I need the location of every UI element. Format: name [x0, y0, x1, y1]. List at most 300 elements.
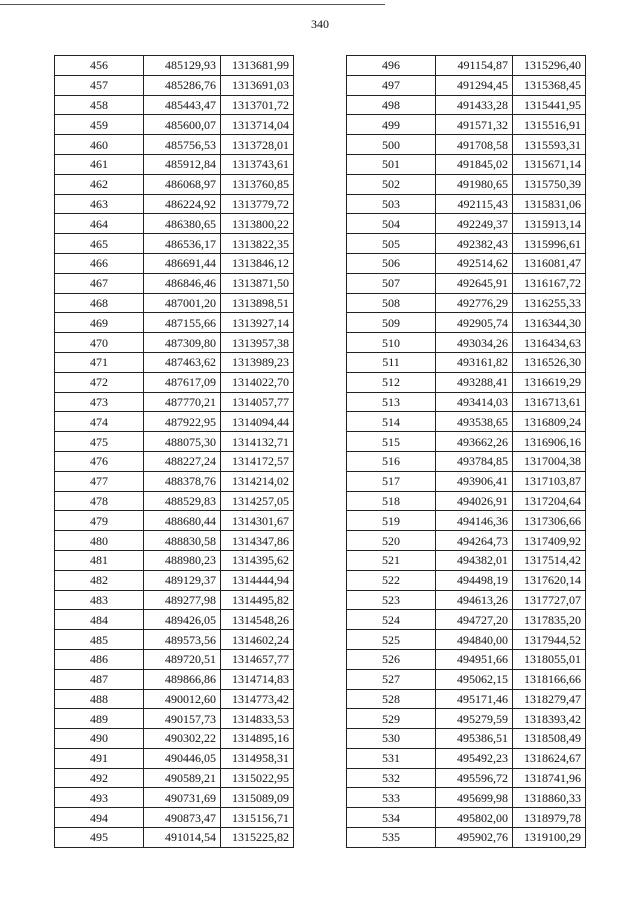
y-coordinate-cell: 1318166,66	[513, 669, 586, 689]
table-row	[55, 154, 294, 174]
y-coordinate-cell: 1315516,91	[513, 115, 586, 135]
x-coordinate-cell: 487155,66	[144, 313, 221, 333]
table-row	[347, 511, 586, 531]
point-number-cell: 531	[347, 748, 436, 768]
y-coordinate-cell: 1318508,49	[513, 729, 586, 749]
top-rule	[0, 4, 385, 5]
x-coordinate-cell: 495492,23	[436, 748, 513, 768]
y-coordinate-cell: 1314057,77	[221, 392, 294, 412]
page-number: 340	[311, 17, 329, 31]
table-row	[55, 313, 294, 333]
point-number-cell: 514	[347, 412, 436, 432]
y-coordinate-cell: 1316344,30	[513, 313, 586, 333]
table-row	[55, 293, 294, 313]
point-number-cell: 516	[347, 451, 436, 471]
table-row	[55, 491, 294, 511]
point-number-cell: 478	[55, 491, 144, 511]
y-coordinate-cell: 1313728,01	[221, 135, 294, 155]
x-coordinate-cell: 491154,87	[436, 56, 513, 76]
x-coordinate-cell: 495802,00	[436, 808, 513, 828]
table-row	[347, 669, 586, 689]
table-row	[347, 234, 586, 254]
y-coordinate-cell: 1316434,63	[513, 333, 586, 353]
y-coordinate-cell: 1313846,12	[221, 253, 294, 273]
y-coordinate-cell: 1315022,95	[221, 768, 294, 788]
y-coordinate-cell: 1314958,31	[221, 748, 294, 768]
table-row	[347, 115, 586, 135]
y-coordinate-cell: 1316809,24	[513, 412, 586, 432]
point-number-cell: 502	[347, 174, 436, 194]
point-number-cell: 471	[55, 352, 144, 372]
point-number-cell: 526	[347, 649, 436, 669]
y-coordinate-cell: 1315996,61	[513, 234, 586, 254]
point-number-cell: 515	[347, 432, 436, 452]
y-coordinate-cell: 1316619,29	[513, 372, 586, 392]
point-number-cell: 525	[347, 630, 436, 650]
table-row	[55, 649, 294, 669]
point-number-cell: 494	[55, 808, 144, 828]
table-row	[55, 828, 294, 848]
point-number-cell: 511	[347, 352, 436, 372]
table-row	[347, 75, 586, 95]
table-row	[347, 253, 586, 273]
table-row	[347, 531, 586, 551]
table-row	[347, 293, 586, 313]
point-number-cell: 466	[55, 253, 144, 273]
point-number-cell: 481	[55, 550, 144, 570]
table-row	[55, 56, 294, 76]
y-coordinate-cell: 1315913,14	[513, 214, 586, 234]
y-coordinate-cell: 1314214,02	[221, 471, 294, 491]
table-row	[347, 135, 586, 155]
x-coordinate-cell: 495596,72	[436, 768, 513, 788]
table-row	[55, 630, 294, 650]
y-coordinate-cell: 1317409,92	[513, 531, 586, 551]
x-coordinate-cell: 487922,95	[144, 412, 221, 432]
x-coordinate-cell: 491980,65	[436, 174, 513, 194]
y-coordinate-cell: 1313822,35	[221, 234, 294, 254]
point-number-cell: 480	[55, 531, 144, 551]
point-number-cell: 483	[55, 590, 144, 610]
point-number-cell: 509	[347, 313, 436, 333]
point-number-cell: 465	[55, 234, 144, 254]
table-row	[347, 471, 586, 491]
y-coordinate-cell: 1313927,14	[221, 313, 294, 333]
table-row	[347, 214, 586, 234]
y-coordinate-cell: 1313989,23	[221, 352, 294, 372]
x-coordinate-cell: 489129,37	[144, 570, 221, 590]
point-number-cell: 499	[347, 115, 436, 135]
table-row	[347, 95, 586, 115]
x-coordinate-cell: 495279,59	[436, 709, 513, 729]
point-number-cell: 488	[55, 689, 144, 709]
point-number-cell: 523	[347, 590, 436, 610]
point-number-cell: 522	[347, 570, 436, 590]
x-coordinate-cell: 494146,36	[436, 511, 513, 531]
y-coordinate-cell: 1317835,20	[513, 610, 586, 630]
y-coordinate-cell: 1313743,61	[221, 154, 294, 174]
y-coordinate-cell: 1318055,01	[513, 649, 586, 669]
table-row	[55, 531, 294, 551]
y-coordinate-cell: 1314495,82	[221, 590, 294, 610]
y-coordinate-cell: 1317204,64	[513, 491, 586, 511]
point-number-cell: 473	[55, 392, 144, 412]
table-row	[55, 194, 294, 214]
y-coordinate-cell: 1313957,38	[221, 333, 294, 353]
point-number-cell: 492	[55, 768, 144, 788]
point-number-cell: 461	[55, 154, 144, 174]
x-coordinate-cell: 490157,73	[144, 709, 221, 729]
x-coordinate-cell: 486380,65	[144, 214, 221, 234]
x-coordinate-cell: 488980,23	[144, 550, 221, 570]
table-row	[347, 432, 586, 452]
x-coordinate-cell: 488680,44	[144, 511, 221, 531]
y-coordinate-cell: 1317004,38	[513, 451, 586, 471]
x-coordinate-cell: 491014,54	[144, 828, 221, 848]
point-number-cell: 493	[55, 788, 144, 808]
table-row	[55, 253, 294, 273]
y-coordinate-cell: 1315368,45	[513, 75, 586, 95]
point-number-cell: 535	[347, 828, 436, 848]
point-number-cell: 506	[347, 253, 436, 273]
table-row	[55, 669, 294, 689]
table-row	[347, 174, 586, 194]
point-number-cell: 530	[347, 729, 436, 749]
point-number-cell: 456	[55, 56, 144, 76]
x-coordinate-cell: 494026,91	[436, 491, 513, 511]
x-coordinate-cell: 485286,76	[144, 75, 221, 95]
y-coordinate-cell: 1314347,86	[221, 531, 294, 551]
point-number-cell: 477	[55, 471, 144, 491]
table-row	[347, 550, 586, 570]
x-coordinate-cell: 495062,15	[436, 669, 513, 689]
x-coordinate-cell: 491571,32	[436, 115, 513, 135]
y-coordinate-cell: 1314833,53	[221, 709, 294, 729]
y-coordinate-cell: 1315831,06	[513, 194, 586, 214]
table-row	[347, 610, 586, 630]
table-row	[347, 412, 586, 432]
y-coordinate-cell: 1313691,03	[221, 75, 294, 95]
table-row	[347, 729, 586, 749]
y-coordinate-cell: 1313898,51	[221, 293, 294, 313]
y-coordinate-cell: 1313701,72	[221, 95, 294, 115]
point-number-cell: 521	[347, 550, 436, 570]
x-coordinate-cell: 493662,26	[436, 432, 513, 452]
point-number-cell: 527	[347, 669, 436, 689]
table-row	[55, 808, 294, 828]
x-coordinate-cell: 492514,62	[436, 253, 513, 273]
x-coordinate-cell: 489426,05	[144, 610, 221, 630]
coordinates-table-right	[346, 55, 586, 848]
x-coordinate-cell: 487770,21	[144, 392, 221, 412]
point-number-cell: 486	[55, 649, 144, 669]
x-coordinate-cell: 492645,91	[436, 273, 513, 293]
table-row	[55, 511, 294, 531]
x-coordinate-cell: 492249,37	[436, 214, 513, 234]
y-coordinate-cell: 1314444,94	[221, 570, 294, 590]
point-number-cell: 513	[347, 392, 436, 412]
table-row	[347, 748, 586, 768]
x-coordinate-cell: 488378,76	[144, 471, 221, 491]
table-row	[55, 451, 294, 471]
table-row	[55, 748, 294, 768]
point-number-cell: 500	[347, 135, 436, 155]
x-coordinate-cell: 494951,66	[436, 649, 513, 669]
point-number-cell: 469	[55, 313, 144, 333]
table-row	[347, 828, 586, 848]
y-coordinate-cell: 1314022,70	[221, 372, 294, 392]
y-coordinate-cell: 1315156,71	[221, 808, 294, 828]
point-number-cell: 482	[55, 570, 144, 590]
x-coordinate-cell: 485129,93	[144, 56, 221, 76]
point-number-cell: 520	[347, 531, 436, 551]
y-coordinate-cell: 1316906,16	[513, 432, 586, 452]
point-number-cell: 474	[55, 412, 144, 432]
table-row	[55, 174, 294, 194]
x-coordinate-cell: 485600,07	[144, 115, 221, 135]
y-coordinate-cell: 1314132,71	[221, 432, 294, 452]
y-coordinate-cell: 1317103,87	[513, 471, 586, 491]
x-coordinate-cell: 491708,58	[436, 135, 513, 155]
point-number-cell: 501	[347, 154, 436, 174]
table-row	[347, 352, 586, 372]
point-number-cell: 524	[347, 610, 436, 630]
point-number-cell: 487	[55, 669, 144, 689]
table-row	[55, 214, 294, 234]
point-number-cell: 464	[55, 214, 144, 234]
y-coordinate-cell: 1318741,96	[513, 768, 586, 788]
table-row	[55, 432, 294, 452]
y-coordinate-cell: 1314172,57	[221, 451, 294, 471]
table-row	[347, 154, 586, 174]
point-number-cell: 519	[347, 511, 436, 531]
point-number-cell: 533	[347, 788, 436, 808]
y-coordinate-cell: 1314895,16	[221, 729, 294, 749]
x-coordinate-cell: 493288,41	[436, 372, 513, 392]
table-row	[55, 392, 294, 412]
point-number-cell: 470	[55, 333, 144, 353]
y-coordinate-cell: 1316081,47	[513, 253, 586, 273]
y-coordinate-cell: 1315593,31	[513, 135, 586, 155]
y-coordinate-cell: 1318624,67	[513, 748, 586, 768]
x-coordinate-cell: 490589,21	[144, 768, 221, 788]
point-number-cell: 479	[55, 511, 144, 531]
table-row	[347, 709, 586, 729]
point-number-cell: 460	[55, 135, 144, 155]
table-row	[55, 333, 294, 353]
x-coordinate-cell: 489573,56	[144, 630, 221, 650]
x-coordinate-cell: 491294,45	[436, 75, 513, 95]
point-number-cell: 534	[347, 808, 436, 828]
x-coordinate-cell: 487463,62	[144, 352, 221, 372]
point-number-cell: 476	[55, 451, 144, 471]
y-coordinate-cell: 1315441,95	[513, 95, 586, 115]
x-coordinate-cell: 494382,01	[436, 550, 513, 570]
table-row	[347, 630, 586, 650]
x-coordinate-cell: 494498,19	[436, 570, 513, 590]
table-row	[55, 273, 294, 293]
x-coordinate-cell: 492776,29	[436, 293, 513, 313]
table-row	[347, 194, 586, 214]
table-row	[347, 689, 586, 709]
x-coordinate-cell: 493034,26	[436, 333, 513, 353]
table-row	[55, 352, 294, 372]
table-row	[55, 768, 294, 788]
x-coordinate-cell: 488075,30	[144, 432, 221, 452]
point-number-cell: 468	[55, 293, 144, 313]
table-row	[347, 590, 586, 610]
y-coordinate-cell: 1314657,77	[221, 649, 294, 669]
table-row	[347, 451, 586, 471]
table-row	[347, 273, 586, 293]
y-coordinate-cell: 1315089,09	[221, 788, 294, 808]
x-coordinate-cell: 487001,20	[144, 293, 221, 313]
x-coordinate-cell: 487309,80	[144, 333, 221, 353]
x-coordinate-cell: 494613,26	[436, 590, 513, 610]
y-coordinate-cell: 1314395,62	[221, 550, 294, 570]
table-row	[55, 115, 294, 135]
y-coordinate-cell: 1314548,26	[221, 610, 294, 630]
x-coordinate-cell: 494264,73	[436, 531, 513, 551]
table-row	[55, 570, 294, 590]
x-coordinate-cell: 494727,20	[436, 610, 513, 630]
x-coordinate-cell: 487617,09	[144, 372, 221, 392]
y-coordinate-cell: 1317620,14	[513, 570, 586, 590]
table-row	[55, 550, 294, 570]
point-number-cell: 498	[347, 95, 436, 115]
y-coordinate-cell: 1314773,42	[221, 689, 294, 709]
coordinates-table-left	[54, 55, 294, 848]
table-row	[347, 372, 586, 392]
table-row	[55, 372, 294, 392]
y-coordinate-cell: 1315671,14	[513, 154, 586, 174]
table-row	[347, 768, 586, 788]
y-coordinate-cell: 1313871,50	[221, 273, 294, 293]
point-number-cell: 518	[347, 491, 436, 511]
point-number-cell: 496	[347, 56, 436, 76]
point-number-cell: 505	[347, 234, 436, 254]
point-number-cell: 489	[55, 709, 144, 729]
table-row	[347, 491, 586, 511]
x-coordinate-cell: 490302,22	[144, 729, 221, 749]
y-coordinate-cell: 1317514,42	[513, 550, 586, 570]
x-coordinate-cell: 486224,92	[144, 194, 221, 214]
y-coordinate-cell: 1316167,72	[513, 273, 586, 293]
x-coordinate-cell: 488529,83	[144, 491, 221, 511]
y-coordinate-cell: 1319100,29	[513, 828, 586, 848]
x-coordinate-cell: 490012,60	[144, 689, 221, 709]
y-coordinate-cell: 1314301,67	[221, 511, 294, 531]
point-number-cell: 529	[347, 709, 436, 729]
table-row	[55, 610, 294, 630]
y-coordinate-cell: 1318979,78	[513, 808, 586, 828]
point-number-cell: 472	[55, 372, 144, 392]
point-number-cell: 490	[55, 729, 144, 749]
y-coordinate-cell: 1316255,33	[513, 293, 586, 313]
x-coordinate-cell: 494840,00	[436, 630, 513, 650]
x-coordinate-cell: 493161,82	[436, 352, 513, 372]
table-row	[55, 689, 294, 709]
x-coordinate-cell: 488227,24	[144, 451, 221, 471]
y-coordinate-cell: 1313681,99	[221, 56, 294, 76]
x-coordinate-cell: 490731,69	[144, 788, 221, 808]
table-row	[347, 808, 586, 828]
x-coordinate-cell: 485912,84	[144, 154, 221, 174]
point-number-cell: 458	[55, 95, 144, 115]
x-coordinate-cell: 486068,97	[144, 174, 221, 194]
point-number-cell: 503	[347, 194, 436, 214]
x-coordinate-cell: 489866,86	[144, 669, 221, 689]
x-coordinate-cell: 486536,17	[144, 234, 221, 254]
point-number-cell: 507	[347, 273, 436, 293]
y-coordinate-cell: 1313760,85	[221, 174, 294, 194]
x-coordinate-cell: 485756,53	[144, 135, 221, 155]
y-coordinate-cell: 1318860,33	[513, 788, 586, 808]
y-coordinate-cell: 1316526,30	[513, 352, 586, 372]
point-number-cell: 532	[347, 768, 436, 788]
table-row	[55, 75, 294, 95]
x-coordinate-cell: 493414,03	[436, 392, 513, 412]
table-row	[55, 729, 294, 749]
y-coordinate-cell: 1314714,83	[221, 669, 294, 689]
table-row	[347, 788, 586, 808]
table-row	[55, 471, 294, 491]
table-row	[347, 649, 586, 669]
x-coordinate-cell: 486846,46	[144, 273, 221, 293]
table-row	[347, 56, 586, 76]
point-number-cell: 484	[55, 610, 144, 630]
x-coordinate-cell: 490873,47	[144, 808, 221, 828]
x-coordinate-cell: 495386,51	[436, 729, 513, 749]
y-coordinate-cell: 1313714,04	[221, 115, 294, 135]
x-coordinate-cell: 492115,43	[436, 194, 513, 214]
table-row	[347, 570, 586, 590]
x-coordinate-cell: 493784,85	[436, 451, 513, 471]
table-row	[347, 392, 586, 412]
x-coordinate-cell: 492905,74	[436, 313, 513, 333]
x-coordinate-cell: 490446,05	[144, 748, 221, 768]
point-number-cell: 463	[55, 194, 144, 214]
y-coordinate-cell: 1315296,40	[513, 56, 586, 76]
point-number-cell: 459	[55, 115, 144, 135]
y-coordinate-cell: 1315225,82	[221, 828, 294, 848]
table-row	[55, 95, 294, 115]
point-number-cell: 491	[55, 748, 144, 768]
y-coordinate-cell: 1317306,66	[513, 511, 586, 531]
x-coordinate-cell: 486691,44	[144, 253, 221, 273]
y-coordinate-cell: 1318393,42	[513, 709, 586, 729]
y-coordinate-cell: 1313800,22	[221, 214, 294, 234]
table-row	[55, 412, 294, 432]
y-coordinate-cell: 1317727,07	[513, 590, 586, 610]
x-coordinate-cell: 495699,98	[436, 788, 513, 808]
y-coordinate-cell: 1314602,24	[221, 630, 294, 650]
table-row	[55, 590, 294, 610]
y-coordinate-cell: 1314094,44	[221, 412, 294, 432]
point-number-cell: 475	[55, 432, 144, 452]
x-coordinate-cell: 492382,43	[436, 234, 513, 254]
y-coordinate-cell: 1318279,47	[513, 689, 586, 709]
x-coordinate-cell: 489720,51	[144, 649, 221, 669]
point-number-cell: 508	[347, 293, 436, 313]
x-coordinate-cell: 488830,58	[144, 531, 221, 551]
x-coordinate-cell: 493906,41	[436, 471, 513, 491]
y-coordinate-cell: 1313779,72	[221, 194, 294, 214]
point-number-cell: 485	[55, 630, 144, 650]
point-number-cell: 512	[347, 372, 436, 392]
x-coordinate-cell: 495902,76	[436, 828, 513, 848]
x-coordinate-cell: 491433,28	[436, 95, 513, 115]
